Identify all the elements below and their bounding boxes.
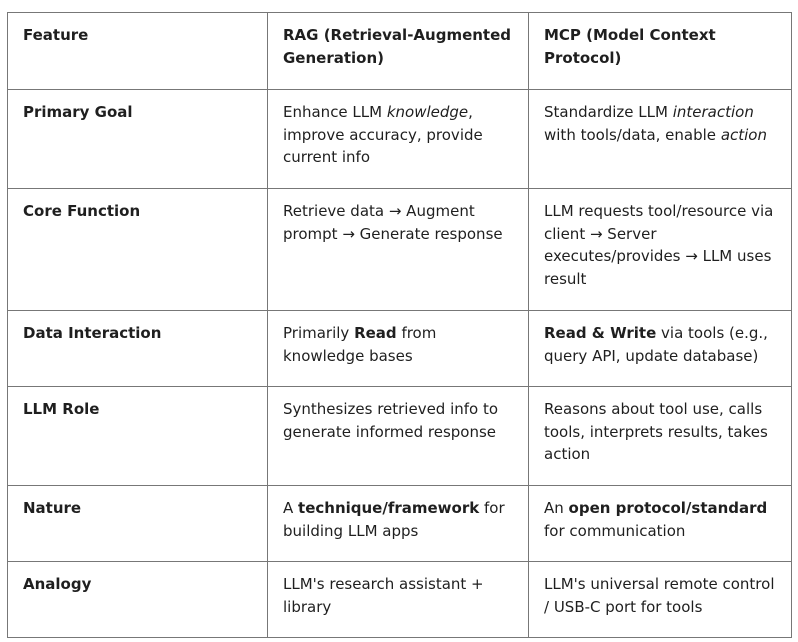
row-label: Primary Goal	[8, 90, 268, 189]
cell-bold: technique/framework	[298, 499, 480, 517]
comparison-table	[7, 12, 792, 638]
table-row-core-function	[8, 189, 792, 311]
rag-cell: Retrieve data → Augment prompt → Generate response	[268, 189, 529, 311]
column-header-feature: Feature	[8, 13, 268, 90]
cell-text: Primarily	[283, 324, 355, 342]
cell-emphasis: action	[720, 125, 767, 144]
cell-bold: Read & Write	[544, 324, 657, 342]
column-header-mcp: MCP (Model Context Protocol)	[529, 13, 792, 90]
cell-emphasis: interaction	[672, 103, 754, 121]
table-row-primary-goal	[8, 90, 792, 189]
table-row-nature	[8, 486, 792, 562]
rag-cell	[268, 486, 529, 562]
cell-text: , improve accuracy, provide current info	[283, 103, 483, 166]
cell-bold: Read	[354, 324, 397, 342]
mcp-cell: Reasons about tool use, calls tools, interprets results, takes action	[529, 387, 792, 486]
cell-text: Standardize LLM	[544, 103, 673, 121]
cell-text: A	[283, 499, 299, 517]
mcp-cell	[529, 486, 792, 562]
row-label: LLM Role	[8, 387, 268, 486]
table-row-llm-role	[8, 387, 792, 486]
mcp-cell	[529, 90, 792, 189]
row-label: Core Function	[8, 189, 268, 311]
mcp-cell: LLM requests tool/resource via client → Server executes/provides → LLM uses result	[529, 189, 792, 311]
rag-cell: Synthesizes retrieved info to generate informed response	[268, 387, 529, 486]
rag-cell	[268, 311, 529, 387]
cell-text: for communication	[544, 521, 686, 540]
mcp-cell: LLM's universal remote control / USB-C port for tools	[529, 562, 792, 638]
cell-text: via tools (e.g., query API, update database)	[544, 324, 768, 365]
mcp-cell	[529, 311, 792, 387]
cell-text: Enhance LLM	[283, 103, 387, 121]
cell-emphasis: knowledge	[386, 103, 469, 121]
rag-cell: LLM's research assistant + library	[268, 562, 529, 638]
comparison-table-container	[7, 12, 791, 638]
cell-text: from knowledge bases	[283, 324, 437, 365]
row-label: Analogy	[8, 562, 268, 638]
table-row-data-interaction	[8, 311, 792, 387]
row-label: Nature	[8, 486, 268, 562]
cell-text: with tools/data, enable	[544, 125, 721, 144]
rag-cell	[268, 90, 529, 189]
cell-text: for building LLM apps	[283, 499, 505, 540]
cell-bold: open protocol/standard	[568, 499, 768, 517]
cell-text: An	[544, 499, 569, 517]
table-header-row	[8, 13, 792, 90]
column-header-rag: RAG (Retrieval-Augmented Generation)	[268, 13, 529, 90]
row-label: Data Interaction	[8, 311, 268, 387]
table-row-analogy	[8, 562, 792, 638]
